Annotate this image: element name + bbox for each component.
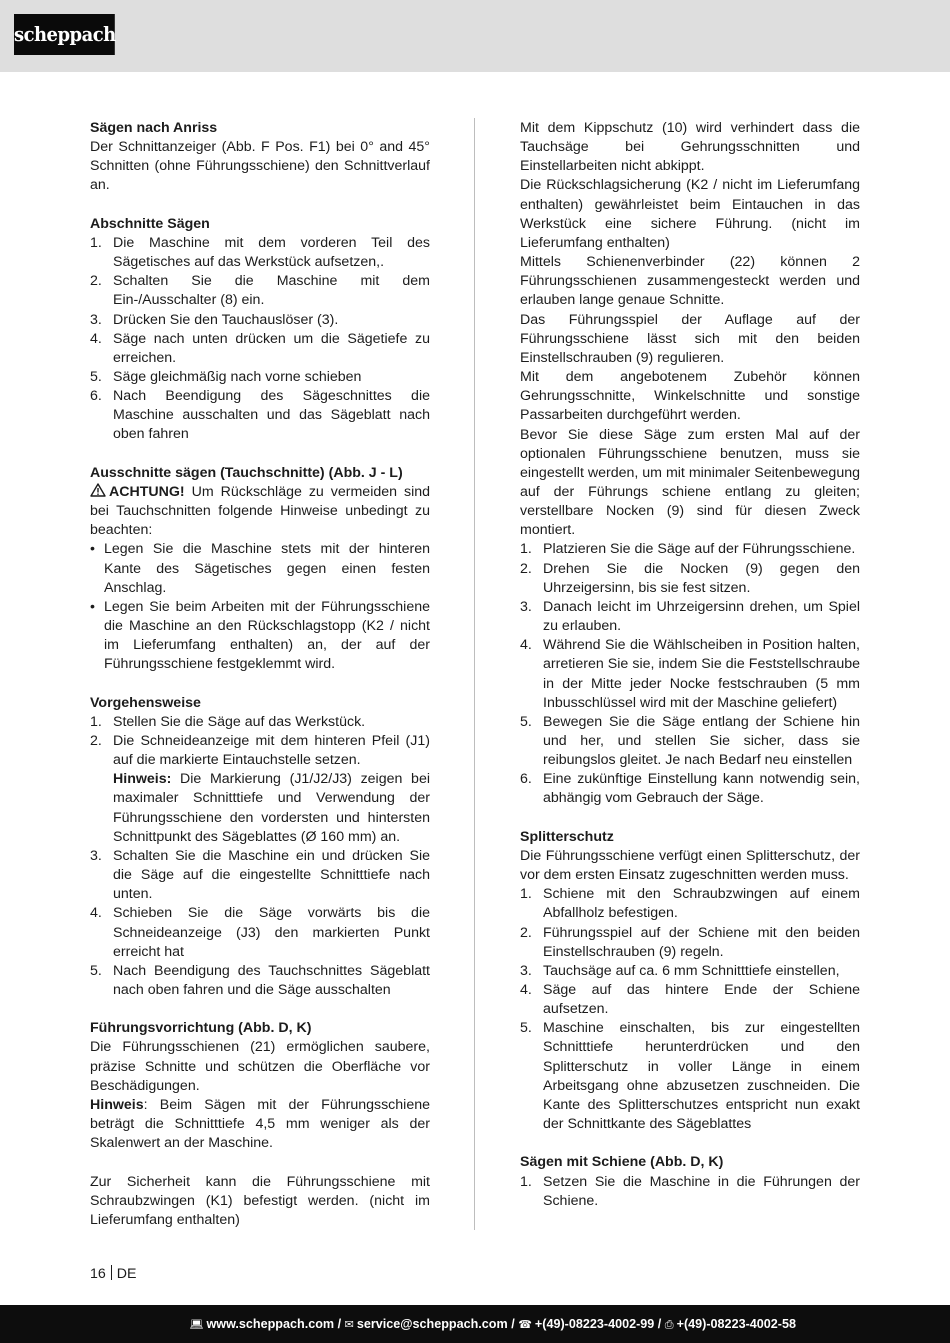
- page-separator: [111, 1265, 112, 1280]
- list-item: 1. Platzieren Sie die Säge auf der Führungsschiene.: [520, 541, 856, 558]
- footer-bar: 💻︎ www.scheppach.com / ✉︎ service@scheppach.com / ☎︎ +(49)-08223-4002-99 / ⎙ +(49)-08223-4002-58: [0, 1305, 950, 1343]
- footer-fax: +(49)-08223-4002-58: [676, 1317, 796, 1331]
- paragraph: Der Schnittanzeiger (Abb. F Pos. F1) bei 0° and 45° Schnitten (ohne Führungsschiene) den Schnittverlauf an.: [90, 139, 430, 194]
- header-bar: [0, 0, 950, 72]
- section-title-fuehrungsvorrichtung: Führungsvorrichtung (Abb. D, K): [90, 1020, 312, 1037]
- paragraph: Mit dem angebotenem Zubehör können Gehrungsschnitte, Winkelschnitte und sonstige Passarbeiten durchgeführt werden.: [520, 369, 860, 424]
- warning-paragraph: ACHTUNG! Um Rückschläge zu vermeiden sind bei Tauchschnitten folgende Hinweise unbedingt zu beachten:: [90, 483, 430, 539]
- list-item: 5. Bewegen Sie die Säge entlang der Schiene hin und her, und stellen Sie sicher, dass sie reibungslos gleitet. Je nach Bedarf neu einstellen: [520, 713, 860, 769]
- list-item: 5. Säge gleichmäßig nach vorne schieben: [90, 369, 362, 386]
- section-title-saegen-nach-anriss: Sägen nach Anriss: [90, 120, 218, 136]
- paragraph: Zur Sicherheit kann die Führungsschiene mit Schraubzwingen (K1) befestigt werden. (nicht im Lieferumfang enthalten): [90, 1173, 430, 1228]
- list-item: 2. Die Schneideanzeige mit dem hinteren Pfeil (J1) auf die markierte Eintauchstelle setzen. Hinweis: Die Markierung (J1/J2/J3) zeigen bei maximaler Schnitttiefe und Verwendung der Führungsschiene den vordersten und hintersten Schnittpunkt des Sägeblattes (Ø 160 mm) an.: [90, 732, 430, 847]
- footer-email-link[interactable]: service@scheppach.com: [356, 1317, 508, 1331]
- list-item: 2. Schalten Sie die Maschine mit dem Ein-/Ausschalter (8) ein.: [90, 273, 430, 309]
- list-item: 5. Maschine einschalten, bis zur eingestellten Schnitttiefe herunterdrücken und den Splitterschutz in voller Länge in einem Arbeitsgang ohne abzusetzen zuschneiden. Die Kante des Splitterschutzes entspricht nun exakt der Schnittkante des Sägeblattes: [520, 1020, 860, 1133]
- list-item: 3. Drücken Sie den Tauchauslöser (3).: [90, 311, 339, 328]
- numbered-list: [520, 885, 860, 1134]
- paragraph: Mit dem Kippschutz (10) wird verhindert dass die Tauchsäge bei Gehrungsschnitten und Einstellarbeiten nicht abkippt.: [520, 120, 860, 175]
- list-item: 6. Nach Beendigung des Sägeschnittes die Maschine ausschalten und das Sägeblatt nach oben fahren: [90, 388, 430, 443]
- warning-triangle-icon: [90, 483, 106, 497]
- page-language: DE: [116, 1266, 137, 1282]
- paragraph: Die Führungsschiene verfügt einen Splitterschutz, der vor dem ersten Einsatz zugeschnitten werden muss.: [520, 847, 860, 884]
- list-item: 1. Setzen Sie die Maschine in die Führungen der Schiene.: [520, 1173, 860, 1209]
- mail-icon: ✉︎: [344, 1318, 354, 1331]
- paragraph: Das Führungsspiel der Auflage auf der Führungsschiene lässt sich mit den beiden Einstellschrauben (9) regulieren.: [520, 311, 860, 366]
- list-item: 3. Danach leicht im Uhrzeigersinn drehen, um Spiel zu erlauben.: [520, 598, 860, 635]
- paragraph: Mittels Schienenverbinder (22) können 2 Führungsschienen zusammengesteckt werden und erlauben lange genaue Schnitte.: [520, 254, 860, 309]
- section-title-splitterschutz: Splitterschutz: [520, 828, 614, 845]
- computer-icon: 💻︎: [189, 1318, 204, 1331]
- numbered-list: [90, 713, 430, 1000]
- numbered-list: [520, 540, 860, 808]
- list-item: 3. Tauchsäge auf ca. 6 mm Schnitttiefe einstellen,: [520, 962, 840, 979]
- footer-phone: +(49)-08223-4002-99: [534, 1317, 655, 1331]
- page-number-value: 16: [90, 1266, 106, 1282]
- section-title-saegen-mit-schiene: Sägen mit Schiene (Abb. D, K): [520, 1154, 724, 1171]
- section-title-ausschnitte-saegen: Ausschnitte sägen (Tauchschnitte) (Abb. J - L): [90, 464, 403, 481]
- list-item: 1. Stellen Sie die Säge auf das Werkstück.: [90, 713, 366, 730]
- column-divider: [474, 118, 475, 1230]
- numbered-list: [520, 1173, 860, 1211]
- paragraph: Bevor Sie diese Säge zum ersten Mal auf der optionalen Führungsschiene benutzen, muss sie eingestellt werden, um mit minimaler Seitenbewegung auf der Führungs schiene entlang zu gleiten; verstellbare Nocken (9) sind für diesen Zweck montiert.: [520, 426, 860, 539]
- numbered-list: [90, 234, 430, 445]
- list-item: 4. Während Sie die Wählscheiben in Position halten, arretieren Sie sie, indem Sie die Feststellschraube in der Mitte jeder Nocke festschrauben (5 mm Inbusschlüssel wird mit der Maschine geliefert): [520, 637, 860, 711]
- left-column: [90, 119, 430, 1230]
- warning-label: ACHTUNG!: [109, 483, 185, 500]
- list-item: 5. Nach Beendigung des Tauchschnittes Sägeblatt nach oben fahren und die Säge ausschalten: [90, 962, 430, 998]
- list-item: 4. Schieben Sie die Säge vorwärts bis die Schneideanzeige (J3) den markierten Punkt erreicht hat: [90, 905, 430, 960]
- bullet-list: [90, 540, 430, 674]
- scheppach-logo: scheppach: [14, 14, 115, 55]
- page-number: [90, 1265, 137, 1284]
- list-item: • Legen Sie die Maschine stets mit der hinteren Kante des Sägetisches gegen einen festen Anschlag.: [90, 541, 430, 596]
- fax-icon: ⎙: [664, 1318, 674, 1331]
- list-item: 6. Eine zukünftige Einstellung kann notwendig sein, abhängig vom Gebrauch der Säge.: [520, 771, 860, 807]
- list-item: 4. Säge nach unten drücken um die Sägetiefe zu erreichen.: [90, 330, 430, 366]
- phone-icon: ☎︎: [518, 1318, 532, 1331]
- hint-note: Hinweis: Die Markierung (J1/J2/J3) zeigen bei maximaler Schnitttiefe und Verwendung der Führungsschiene den vordersten und hintersten Schnittpunkt des Sägeblattes (Ø 160 mm) an.: [113, 771, 430, 845]
- list-item: 4. Säge auf das hintere Ende der Schiene aufsetzen.: [520, 982, 860, 1018]
- list-item: • Legen Sie beim Arbeiten mit der Führungsschiene die Maschine an den Rückschlagstopp (K2 / nicht im Lieferumfang enthalten) an, der auf der Führungsschiene festgeklemmt wird.: [90, 598, 430, 673]
- paragraph: Die Rückschlagsicherung (K2 / nicht im Lieferumfang enthalten) gewährleistet beim Eintauchen in das Werkstück eine sichere Führung. (nicht im Lieferumfang enthalten): [520, 177, 860, 251]
- list-item: 2. Führungsspiel auf der Schiene mit den beiden Einstellschrauben (9) regeln.: [520, 924, 860, 960]
- hint-paragraph: Hinweis: Beim Sägen mit der Führungsschiene beträgt die Schnitttiefe 4,5 mm weniger als der Skalenwert an der Maschine.: [90, 1096, 430, 1152]
- paragraph: Die Führungsschienen (21) ermöglichen saubere, präzise Schnitte und schützen die Oberfläche vor Beschädigungen.: [90, 1039, 430, 1094]
- list-item: 2. Drehen Sie die Nocken (9) gegen den Uhrzeigersinn, bis sie fest sitzen.: [520, 560, 860, 596]
- list-item: 1. Die Maschine mit dem vorderen Teil des Sägetisches auf das Werkstück aufsetzen,.: [90, 234, 430, 271]
- list-item: 3. Schalten Sie die Maschine ein und drücken Sie die Säge auf die eingestellte Schnitttiefe nach unten.: [90, 847, 430, 903]
- section-title-abschnitte-saegen: Abschnitte Sägen: [90, 215, 210, 232]
- right-column: [520, 119, 860, 1211]
- section-title-vorgehensweise: Vorgehensweise: [90, 694, 201, 711]
- footer-website-link[interactable]: www.scheppach.com: [206, 1317, 335, 1331]
- list-item: 1. Schiene mit den Schraubzwingen auf einem Abfallholz befestigen.: [520, 886, 860, 922]
